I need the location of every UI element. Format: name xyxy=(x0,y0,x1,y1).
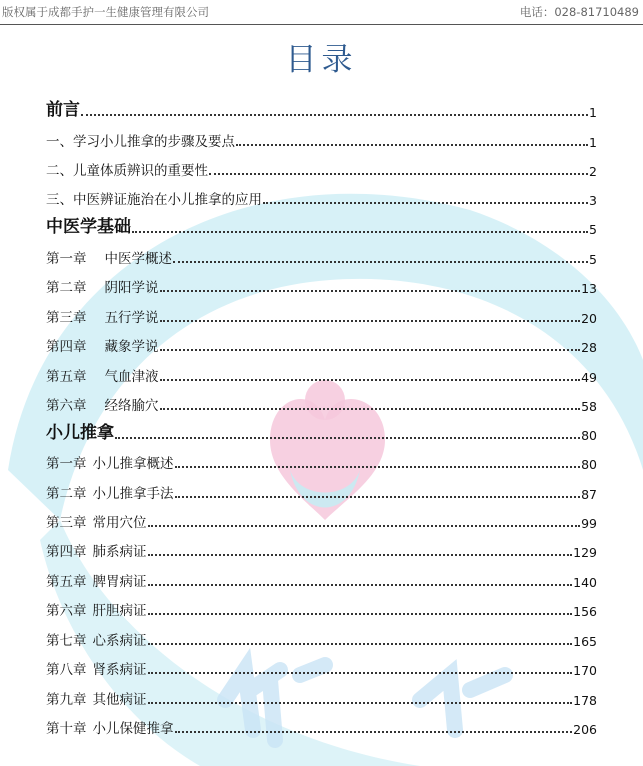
toc-page-number: 140 xyxy=(573,575,597,590)
toc-chapter-number: 第三章 xyxy=(46,515,87,531)
toc-section[interactable] xyxy=(46,96,597,120)
toc-entry-text: 肺系病证 xyxy=(92,544,147,560)
dot-leader xyxy=(160,289,581,292)
toc-entry-label xyxy=(46,188,262,208)
toc-section[interactable] xyxy=(46,213,597,237)
toc-entry[interactable] xyxy=(46,566,597,590)
dot-leader xyxy=(236,143,588,146)
toc-entry[interactable] xyxy=(46,331,597,355)
toc-entry-text: 气血津液 xyxy=(104,369,159,385)
toc-chapter-number: 第四章 xyxy=(46,339,87,355)
toc-chapter-number: 第四章 xyxy=(46,544,87,560)
toc-entry[interactable] xyxy=(46,390,597,414)
toc-entry-label xyxy=(46,540,147,560)
dot-leader xyxy=(148,612,573,615)
toc-entry-label xyxy=(46,570,147,590)
dot-leader xyxy=(175,495,581,498)
toc-entry-label xyxy=(46,511,147,531)
toc-chapter-number: 第三章 xyxy=(46,310,87,326)
toc-entry-text: 经络腧穴 xyxy=(104,398,159,414)
toc-page-number: 5 xyxy=(589,252,597,267)
dot-leader xyxy=(175,465,581,468)
toc-entry-text: 其他病证 xyxy=(92,692,147,708)
phone-text: 电话：028-81710489 xyxy=(519,5,639,19)
toc-chapter-number: 第八章 xyxy=(46,662,87,678)
toc-page-number: 87 xyxy=(581,487,597,502)
toc-entry-label xyxy=(46,629,147,649)
toc-entry[interactable] xyxy=(46,272,597,296)
toc-entry-text: 前言 xyxy=(46,100,80,120)
toc-entry[interactable] xyxy=(46,713,597,737)
dot-leader xyxy=(173,260,588,263)
toc-entry-text: 小儿推拿 xyxy=(46,423,114,443)
toc-entry-text: 肾系病证 xyxy=(92,662,147,678)
toc-entry-text: 一、学习小儿推拿的步骤及要点 xyxy=(46,134,235,150)
toc-entry-label xyxy=(46,394,159,414)
dot-leader xyxy=(160,348,581,351)
toc-page-number: 58 xyxy=(581,399,597,414)
toc-page-number: 1 xyxy=(589,135,597,150)
dot-leader xyxy=(160,378,581,381)
toc-page-number: 165 xyxy=(573,634,597,649)
toc-chapter-number: 第二章 xyxy=(46,280,87,296)
toc-page-number: 2 xyxy=(589,164,597,179)
dot-leader xyxy=(148,524,581,527)
page-title: 目录 xyxy=(285,42,358,78)
toc-entry[interactable] xyxy=(46,126,597,150)
toc-page-number: 170 xyxy=(573,663,597,678)
toc-entry-text: 三、中医辨证施治在小儿推拿的应用 xyxy=(46,192,262,208)
toc-entry-text: 中医学概述 xyxy=(104,251,172,267)
toc-entry-label xyxy=(46,365,159,385)
toc-entry-label xyxy=(46,212,131,237)
toc-entry-text: 中医学基础 xyxy=(46,217,131,237)
toc-page-number: 20 xyxy=(581,311,597,326)
dot-leader xyxy=(115,436,580,439)
toc-entry[interactable] xyxy=(46,448,597,472)
toc-entry-label xyxy=(46,482,174,502)
toc-entry[interactable] xyxy=(46,536,597,560)
toc-page-number: 28 xyxy=(581,340,597,355)
toc-entry-label xyxy=(46,130,235,150)
dot-leader xyxy=(148,701,573,704)
toc-entry-label xyxy=(46,276,159,296)
toc-chapter-number: 第五章 xyxy=(46,369,87,385)
dot-leader xyxy=(148,671,573,674)
toc-entry-label xyxy=(46,306,159,326)
toc-entry[interactable] xyxy=(46,184,597,208)
toc-page-number: 5 xyxy=(589,222,597,237)
toc-chapter-number: 第九章 xyxy=(46,692,87,708)
toc-chapter-number: 第十章 xyxy=(46,721,87,737)
toc-entry-text: 藏象学说 xyxy=(104,339,159,355)
toc-page-number: 178 xyxy=(573,693,597,708)
toc-page-number: 129 xyxy=(573,545,597,560)
toc-entry-label xyxy=(46,335,159,355)
dot-leader xyxy=(175,730,573,733)
dot-leader xyxy=(209,172,588,175)
toc-entry-label xyxy=(46,658,147,678)
toc-entry-text: 小儿推拿概述 xyxy=(92,456,174,472)
toc-section[interactable] xyxy=(46,419,597,443)
toc-chapter-number: 第一章 xyxy=(46,456,87,472)
toc-page-number: 13 xyxy=(581,281,597,296)
toc-entry[interactable] xyxy=(46,155,597,179)
dot-leader xyxy=(148,642,573,645)
dot-leader xyxy=(160,319,581,322)
toc-page-number: 99 xyxy=(581,516,597,531)
toc-entry[interactable] xyxy=(46,361,597,385)
toc-entry-label xyxy=(46,452,174,472)
dot-leader xyxy=(263,201,588,204)
toc-entry-label xyxy=(46,418,114,443)
dot-leader xyxy=(132,230,588,233)
toc-entry-label xyxy=(46,688,147,708)
toc-entry-label xyxy=(46,599,147,619)
dot-leader xyxy=(160,407,581,410)
toc-chapter-number: 第七章 xyxy=(46,633,87,649)
toc-entry[interactable] xyxy=(46,625,597,649)
toc-page-number: 1 xyxy=(589,105,597,120)
toc-chapter-number: 第二章 xyxy=(46,486,87,502)
toc-entry[interactable] xyxy=(46,654,597,678)
toc-chapter-number: 第六章 xyxy=(46,603,87,619)
toc-entry-text: 心系病证 xyxy=(92,633,147,649)
toc-chapter-number: 第五章 xyxy=(46,574,87,590)
toc-entry-text: 二、儿童体质辨识的重要性 xyxy=(46,163,208,179)
dot-leader xyxy=(148,553,573,556)
toc-entry-text: 肝胆病证 xyxy=(92,603,147,619)
toc-page-number: 80 xyxy=(581,457,597,472)
toc-entry-text: 五行学说 xyxy=(104,310,159,326)
toc-chapter-number: 第六章 xyxy=(46,398,87,414)
toc-entry-label xyxy=(46,159,208,179)
toc-chapter-number: 第一章 xyxy=(46,251,87,267)
toc-entry-text: 小儿保健推拿 xyxy=(92,721,174,737)
toc-page-number: 49 xyxy=(581,370,597,385)
toc-entry-text: 阴阳学说 xyxy=(104,280,159,296)
toc-entry-text: 常用穴位 xyxy=(92,515,147,531)
toc-entry[interactable] xyxy=(46,302,597,326)
toc-page-number: 80 xyxy=(581,428,597,443)
toc-page-number: 3 xyxy=(589,193,597,208)
dot-leader xyxy=(81,113,588,116)
toc-entry-label xyxy=(46,247,172,267)
toc-entry-text: 小儿推拿手法 xyxy=(92,486,174,502)
toc-page-number: 156 xyxy=(573,604,597,619)
toc-entry-text: 脾胃病证 xyxy=(92,574,147,590)
toc-entry-label xyxy=(46,717,174,737)
toc-entry[interactable] xyxy=(46,684,597,708)
toc-entry-label xyxy=(46,95,80,120)
toc-page-number: 206 xyxy=(573,722,597,737)
toc-entry[interactable] xyxy=(46,507,597,531)
copyright-text: 版权属于成都手护一生健康管理有限公司 xyxy=(2,5,209,19)
toc-entry[interactable] xyxy=(46,595,597,619)
dot-leader xyxy=(148,583,573,586)
toc-entry[interactable] xyxy=(46,478,597,502)
toc-entry[interactable] xyxy=(46,243,597,267)
